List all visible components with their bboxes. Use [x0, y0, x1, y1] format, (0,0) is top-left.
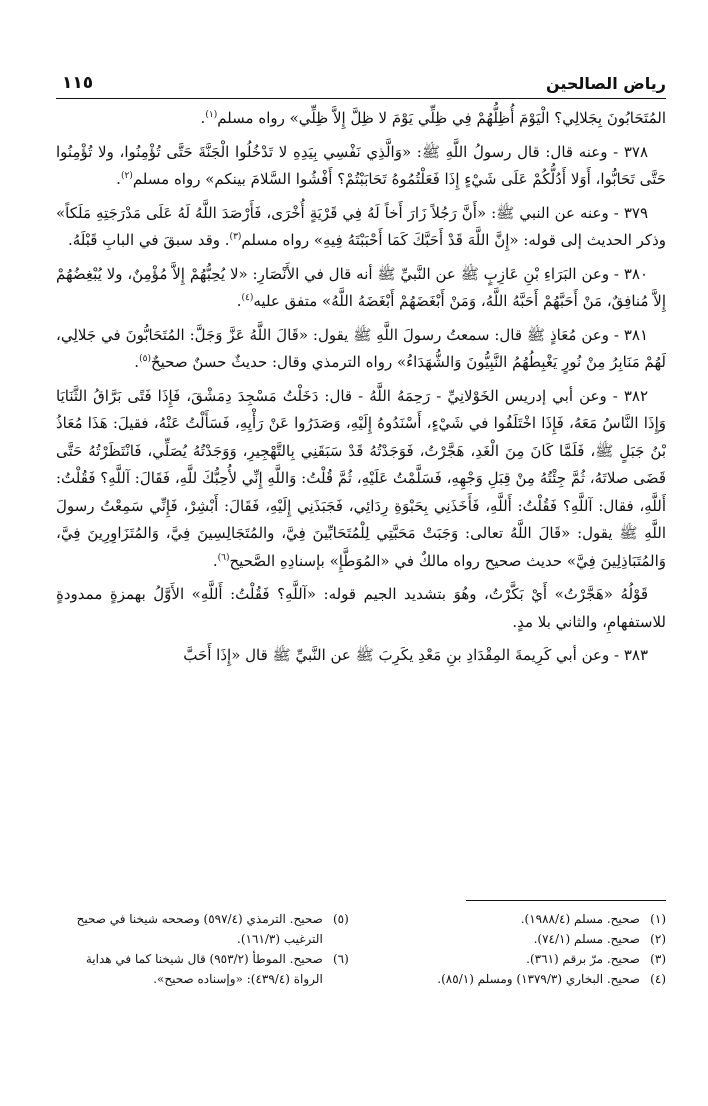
footnote-2: (٢) صحيح. مسلم (٧٤/١). — [533, 932, 666, 946]
footnote-divider — [466, 900, 666, 901]
page-body — [56, 105, 666, 670]
explanation-paragraph: قَوْلُهُ «هَجَّرْتُ» أَيْ بَكَّرْتُ، وهُوَ بتشديد الجيم قوله: «آللَّهِ؟ فَقُلْتُ: أَللَّهِ» الأَوَّلُ بهمزةٍ ممدودةٍ للاستفهامِ، والثاني بلا مدٍ. — [56, 585, 666, 631]
document-page — [56, 72, 666, 1072]
book-title: رياض الصالحين — [545, 74, 666, 93]
footnote-4: (٤) صحيح. البخاري (١٣٧٩/٣) ومسلم (٨٥/١). — [437, 972, 666, 986]
hadith-380: ٣٨٠ - وعن البَرَاءِ بْنِ عَازِبٍ ﷺ عن النَّبيِّ ﷺ أنه قال في الأَنْصَارِ: «لا يُحِبُّهُمْ إِلاَّ مُؤْمِنٌ، ولا يُبْغِضُهُمْ إِلاَّ مُنافِقٌ، مَنْ أَحَبَّهُمْ أَحَبَّهُ اللَّهُ، وَمَنْ أَبْغَضَهُمْ أَبْغَضَهُ اللَّهُ» متفق عليه$^{(٤)}$. — [56, 264, 666, 310]
paragraph-intro: المُتَحَابُونَ بِجَلالِي؟ الْيَوْمَ أُظِلُّهُمْ فِي ظِلِّي يَوْمَ لا ظِلَّ إِلاَّ ظِلِّي» رواه مسلم$^{(١)}$. — [200, 109, 666, 127]
footnote-ref: (١) — [205, 110, 218, 120]
footnote-ref: (٦) — [217, 552, 230, 563]
footnotes-right-column — [373, 909, 666, 989]
footnotes-left-column — [56, 909, 349, 989]
page-header — [56, 72, 666, 99]
footnote-5: (٥) صحيح. الترمذي (٥٩٧/٤) وصححه شيخنا في صحيح الترغيب (١٦١/٣). — [76, 912, 349, 946]
hadith-381: ٣٨١ - وعن مُعَاذٍ ﷺ قال: سمعتُ رسولَ اللَّهِ ﷺ يقول: «قَالَ اللَّهُ عَزَّ وَجَلَّ: المُتَحَابُّونَ في جَلالِي، لَهُمْ مَنَابِرُ مِنْ نُورٍ يَغْبِطُهُمُ النَّبِيُّونَ وَالشُّهَدَاءُ» رواه الترمذي وقال: حديثٌ حسنٌ صحيحٌ$^{(٥)}$. — [56, 325, 666, 371]
footnote-ref: (٥) — [139, 354, 151, 364]
page-number: ١١٥ — [62, 73, 94, 93]
footnote-ref: (٢) — [120, 171, 133, 181]
hadith-378: ٣٧٨ - وعنه قال: قال رسولُ اللَّهِ ﷺ: «وَالَّذِي نَفْسِي بِيَدِهِ لا تَدْخُلُوا الْجَنَّةَ حَتَّى تُؤْمِنُوا، ولا تُؤْمِنُوا حَتَّى تَحَابُّوا، أَوَلا أَدُلُّكُمْ عَلَى شَيْءٍ إِذَا فَعَلْتُمُوهُ تَحَابَبْتُمْ؟ أَفْشُوا السَّلامَ بينكم» رواه مسلم$^{(٢)}$. — [56, 142, 666, 188]
hadith-383: ٣٨٣ - وعن أبي كَرِيمةَ المِقْدَادِ بنِ مَعْدِ يكَرِبَ ﷺ عن النَّبيِّ ﷺ قال «إِذَا أَحَبَّ — [183, 646, 648, 664]
hadith-382: ٣٨٢ - وعن أبي إدريس الخَوْلانِيِّ - رَحِمَهُ اللَّهُ - قال: دَخَلْتُ مَسْجِدَ دِمَشْقَ، فَإِذَا فَتًى بَرَّاقُ الثَّنَايَا وَإِذَا النَّاسُ مَعَهُ، فَإِذَا اخْتَلَفُوا في شَيْءٍ، أَسْنَدُوهُ إِلَيْهِ، وَصَدَرُوا عَنْ رَأْيِهِ، فَسَأَلْتُ عَنْهُ، فقيلَ: هَذَا مُعَاذُ بْنُ جَبَلٍ ﷺ، فَلَمَّا كَانَ مِنَ الْغَدِ، هَجَّرْتُ، فَوَجَدْتُهُ قَدْ سَبَقَنِي بِالتَّهْجِيرِ، وَوَجَدْتُهُ يُصَلِّي، فَانْتَظَرْتُهُ حَتَّى قَضَى صلاتَهُ، ثُمَّ جِئْتُهُ مِنْ قِبَلِ وَجْهِهِ، فَسَلَّمْتُ عَلَيْهِ، ثُمَّ قُلْتُ: وَاللَّهِ إِنِّي لأُحِبُّكَ للَّهِ، فَقَالَ: آللَّهِ؟ فَقُلْتُ: أَللَّهِ، فقال: آللَّهِ؟ فَقُلْتُ: أَللَّهِ، فَأَخَذَنِي بِحَبْوَةِ رِدَائِي، فَجَبَذَنِي إِلَيْهِ، فَقَالَ: أَبْشِرْ، فَإِنِّي سَمِعْتُ رسولَ اللَّهِ ﷺ يقول: «قَالَ اللَّهُ تعالى: وَجَبَتْ مَحَبَّتِي لِلْمُتَحَابِّينَ فِيَّ، والمُتَجَالِسِينَ فِيَّ، وَالمُتَزَاوِرِينَ فِيَّ، وَالمُتَبَاذِلِينَ فِيَّ» حديث صحيح رواه مالكٌ في «المُوَطَّإِ» بإسنادِهِ الصَّحيح$^{(٦)}$. — [56, 386, 666, 570]
footnote-3: (٣) صحيح. مرّ برقم (٣٦١). — [526, 952, 666, 966]
footnote-6: (٦) صحيح. الموطأ (٩٥٣/٢) قال شيخنا كما في هداية الرواة (٤٣٩/٤): «وإسناده صحيح». — [85, 952, 349, 986]
hadith-379: ٣٧٩ - وعنه عن النبي ﷺ: «أَنَّ رَجُلاً زَارَ أَخاً لَهُ فِي قَرْيَةٍ أُخْرَى، فَأَرْصَدَ اللَّهُ لَهُ عَلَى مَدْرَجَتِهِ مَلَكاً» وذكر الحديث إلى قوله: «إِنَّ اللَّهَ قَدْ أَحَبَّكَ كَمَا أَحْبَبْتَهُ فِيهِ» رواه مسلم$^{(٣)}$. وقد سبقَ في البابِ قَبْلَهُ. — [56, 203, 666, 249]
footnote-1: (١) صحيح. مسلم (١٩٨٨/٤). — [520, 912, 666, 926]
footnote-ref: (٤) — [241, 293, 254, 303]
footnote-ref: (٣) — [229, 232, 242, 242]
footnotes — [56, 900, 666, 989]
